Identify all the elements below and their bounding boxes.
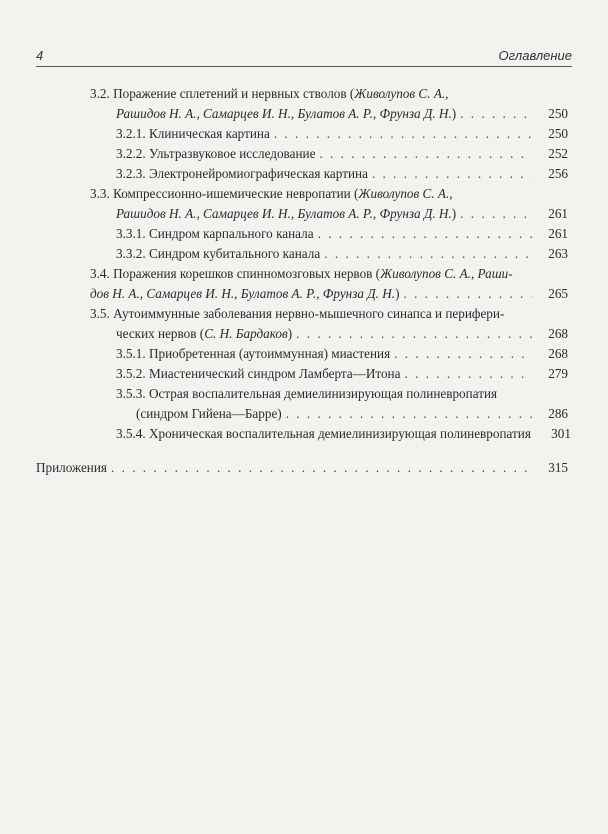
toc-entry-text: 3.5.3. Острая воспалительная демиелинизирующая полиневропатия xyxy=(116,386,498,401)
page-ref: 268 xyxy=(548,326,568,341)
leader-dots xyxy=(318,224,532,244)
page-ref: 315 xyxy=(548,460,568,475)
toc-entry-3-5[interactable] xyxy=(36,304,568,344)
page-ref: 252 xyxy=(548,146,568,161)
toc-entry-3-2-1[interactable] xyxy=(36,124,568,144)
toc-entry-3-2-3[interactable] xyxy=(36,164,568,184)
toc-entry-3-5-3[interactable] xyxy=(36,384,568,424)
toc-entry-text: 3.3.2. Синдром кубитального канала xyxy=(116,246,321,261)
toc-entry-text: 3.4. Поражения корешков спинномозговых нервов (Живолупов С. А., Раши- xyxy=(90,266,513,281)
leader-dots xyxy=(394,344,532,364)
toc-entry-3-5-4[interactable] xyxy=(36,424,571,444)
page-ref: 263 xyxy=(548,246,568,261)
toc-entry-3-4[interactable] xyxy=(36,264,568,304)
page-ref: 250 xyxy=(548,106,568,121)
toc-entry-authors: дов Н. А., Самарцев И. Н., Булатов А. Р., Фрунза Д. Н.) xyxy=(90,286,400,301)
leader-dots xyxy=(111,458,532,478)
leader-dots xyxy=(372,164,532,184)
toc-entry-text: 3.3. Компрессионно-ишемические невропатии (Живолупов С. А., xyxy=(90,186,453,201)
running-header xyxy=(36,44,572,67)
leader-dots xyxy=(324,244,532,264)
toc-entry-text: 3.5.1. Приобретенная (аутоиммунная) миастения xyxy=(116,346,391,361)
toc-entry-text: Приложения xyxy=(36,460,107,475)
toc-entry-3-3-2[interactable] xyxy=(36,244,568,264)
toc-entry-3-2[interactable] xyxy=(36,84,568,124)
page-ref: 256 xyxy=(548,166,568,181)
leader-dots xyxy=(296,324,532,344)
toc-entry-text: 3.5.2. Миастенический синдром Ламберта—Итона xyxy=(116,366,401,381)
page-ref: 268 xyxy=(548,346,568,361)
leader-dots xyxy=(274,124,532,144)
leader-dots xyxy=(403,284,532,304)
toc-entry-text: 3.2. Поражение сплетений и нервных стволов (Живолупов С. А., xyxy=(90,86,449,101)
leader-dots xyxy=(404,364,532,384)
leader-dots xyxy=(319,144,532,164)
toc-entry-3-2-2[interactable] xyxy=(36,144,568,164)
toc-entry-text: 3.5. Аутоиммунные заболевания нервно-мышечного синапса и перифери- xyxy=(90,306,505,321)
toc-entry-authors: Рашидов Н. А., Самарцев И. Н., Булатов А. Р., Фрунза Д. Н.) xyxy=(116,206,457,221)
page-ref: 261 xyxy=(548,226,568,241)
leader-dots xyxy=(286,404,532,424)
leader-dots xyxy=(460,204,532,224)
page-ref: 286 xyxy=(548,406,568,421)
page-number: 4 xyxy=(36,48,44,63)
header-title: Оглавление xyxy=(498,48,572,63)
toc-entry-text: 3.5.4. Хроническая воспалительная демиелинизирующая полиневропатия xyxy=(116,426,531,441)
toc-entry-3-5-1[interactable] xyxy=(36,344,568,364)
toc-entry-3-5-2[interactable] xyxy=(36,364,568,384)
toc-entry-authors: Рашидов Н. А., Самарцев И. Н., Булатов А. Р., Фрунза Д. Н.) xyxy=(116,106,457,121)
toc-entry-3-3[interactable] xyxy=(36,184,568,224)
table-of-contents xyxy=(36,84,571,478)
page-ref: 250 xyxy=(548,126,568,141)
toc-entry-authors: ческих нервов (С. Н. Бардаков) xyxy=(116,326,293,341)
toc-entry-text-cont: (синдром Гийена—Барре) xyxy=(136,406,282,421)
toc-entry-text: 3.2.2. Ультразвуковое исследование xyxy=(116,146,316,161)
toc-entry-text: 3.3.1. Синдром карпального канала xyxy=(116,226,314,241)
page-ref: 261 xyxy=(548,206,568,221)
toc-entry-3-3-1[interactable] xyxy=(36,224,568,244)
toc-entry-appendix[interactable] xyxy=(36,458,568,478)
page-ref: 265 xyxy=(548,286,568,301)
page-ref: 279 xyxy=(548,366,568,381)
toc-entry-text: 3.2.3. Электронейромиографическая картина xyxy=(116,166,368,181)
spacer xyxy=(36,444,568,458)
toc-entry-text: 3.2.1. Клиническая картина xyxy=(116,126,270,141)
page-ref: 301 xyxy=(551,426,571,441)
leader-dots xyxy=(460,104,532,124)
